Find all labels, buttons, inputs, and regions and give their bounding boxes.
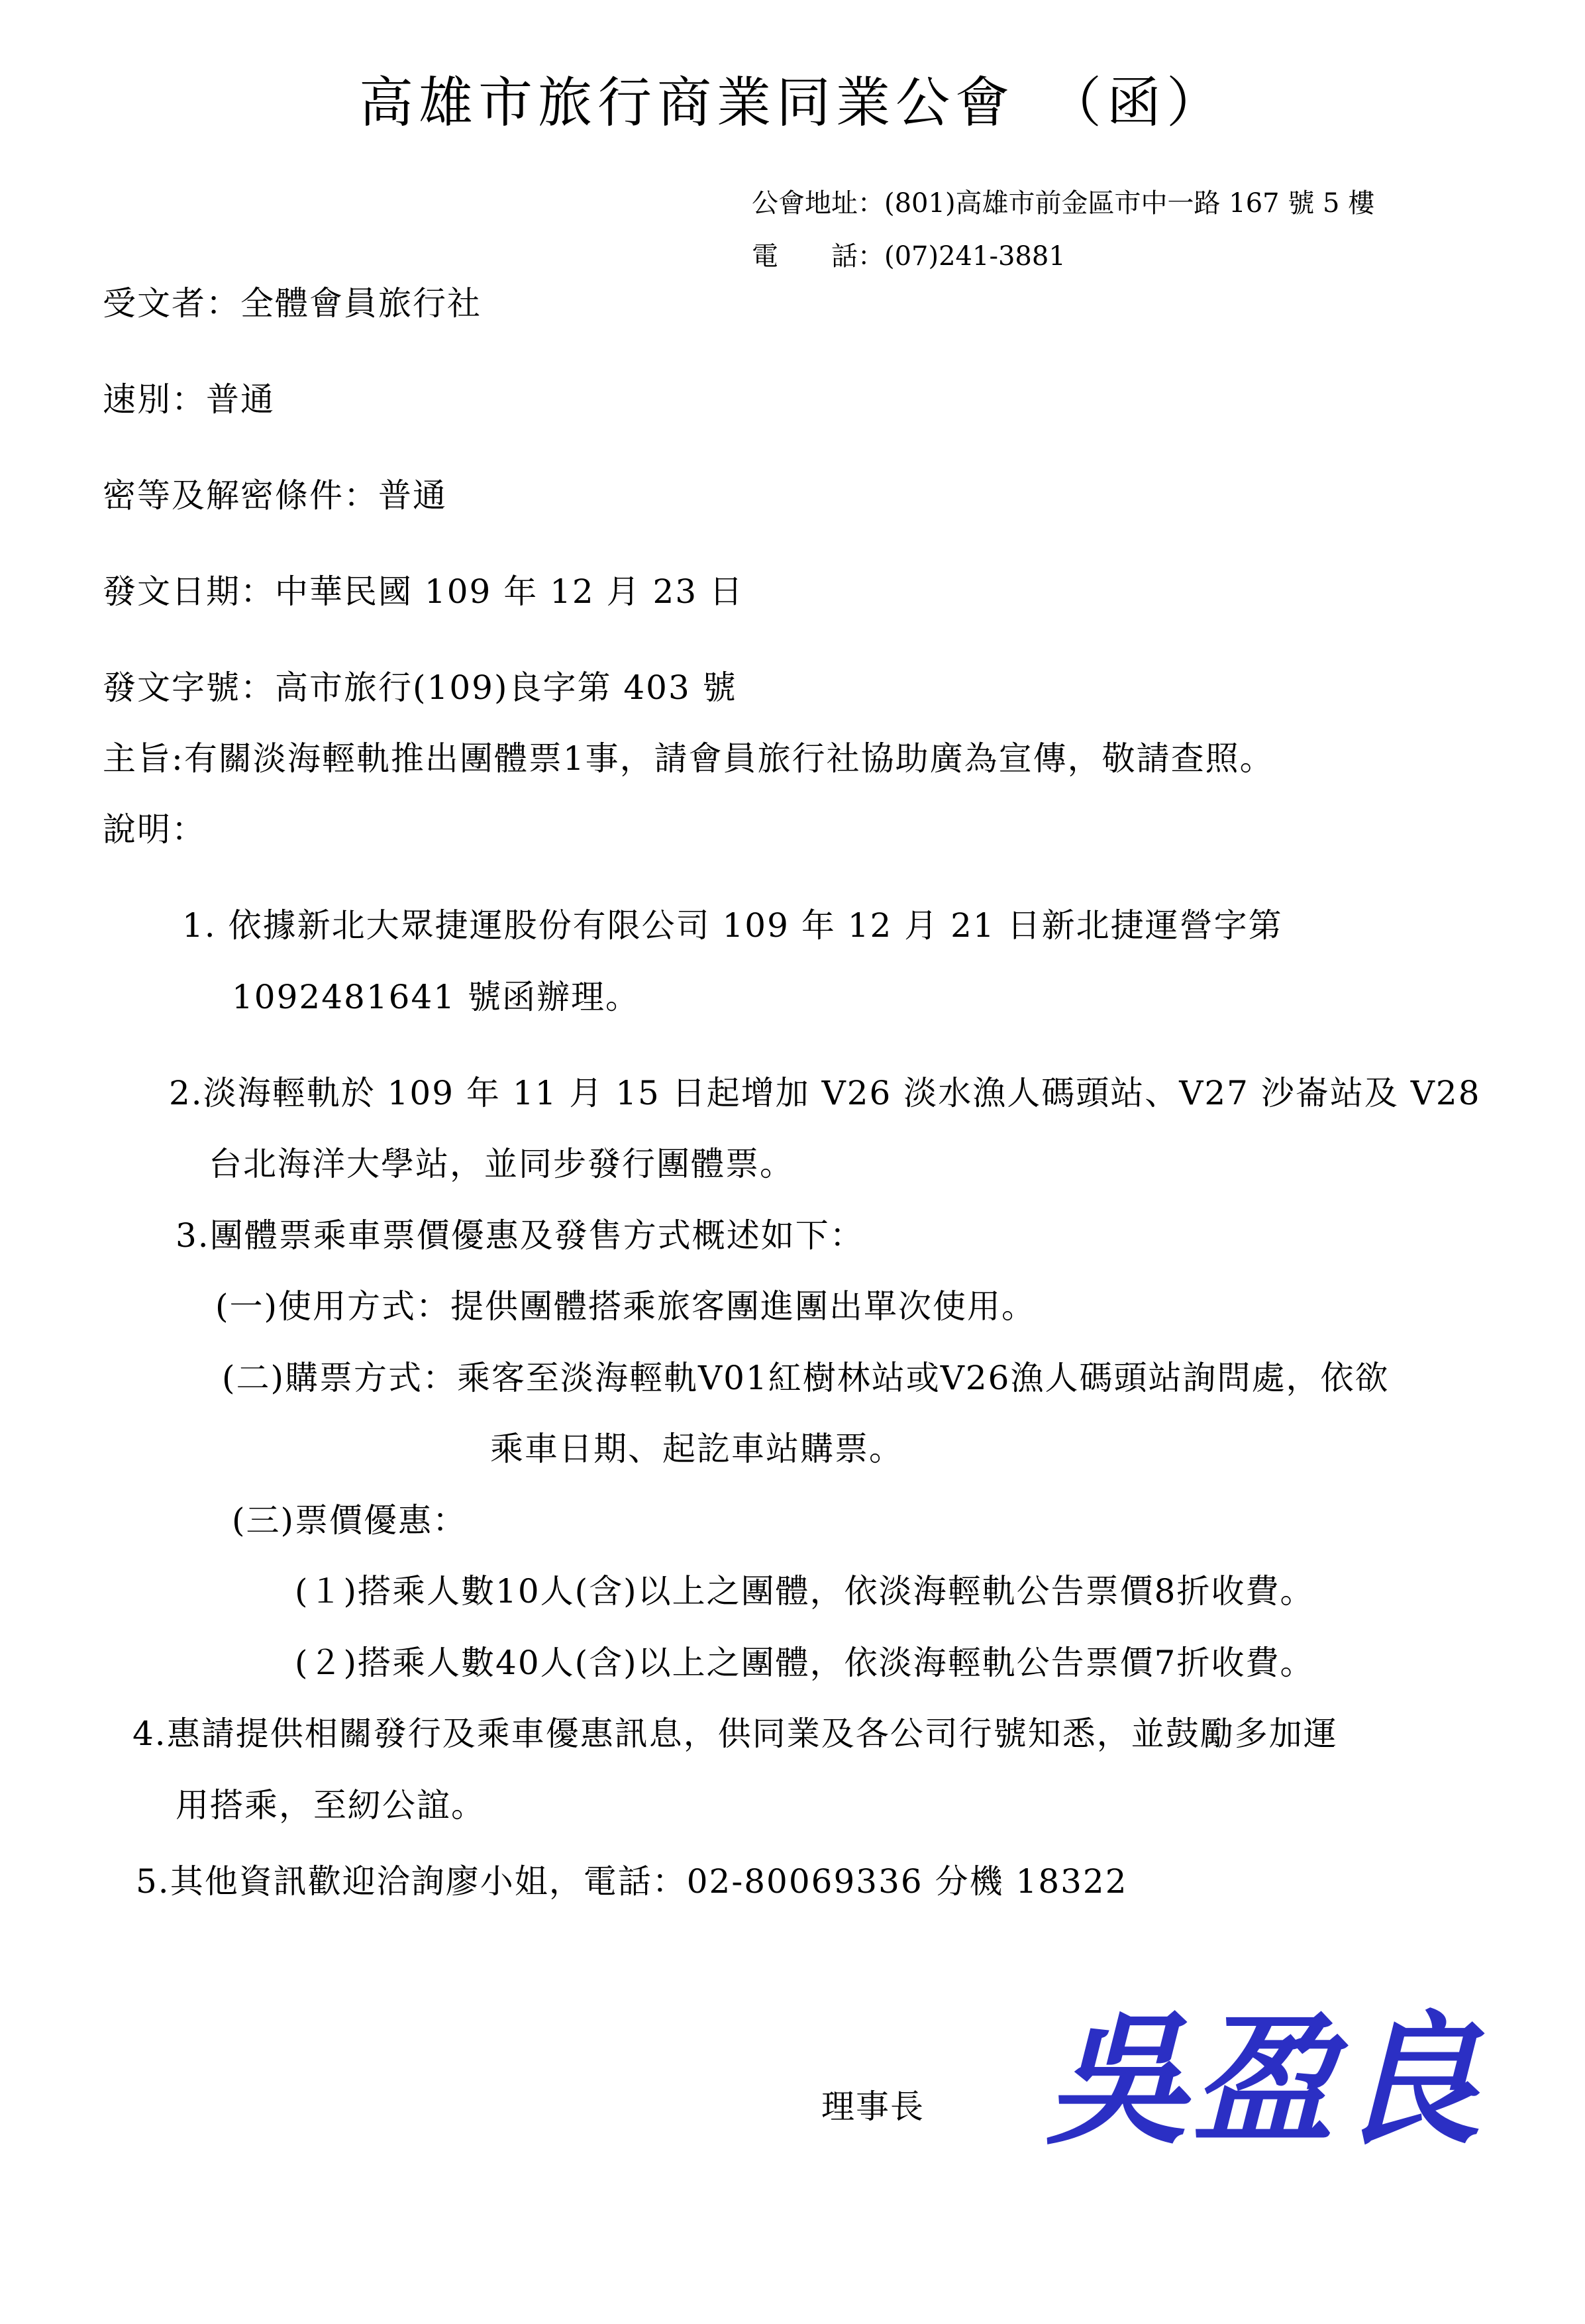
item-3-discount-1: (１)搭乘人數10人(含)以上之團體，依淡海輕軌公告票價8折收費。 xyxy=(295,1572,1315,1611)
chairman-label: 理事長 xyxy=(821,2087,925,2126)
item-3-discount-2: (２)搭乘人數40人(含)以上之團體，依淡海輕軌公告票價7折收費。 xyxy=(295,1644,1315,1682)
document-title: 高雄市旅行商業同業公會 （函） xyxy=(358,72,1226,134)
item-3: 3.團體票乘車票價優惠及發售方式概述如下： xyxy=(176,1216,864,1255)
classification-field: 密等及解密條件：普通 xyxy=(103,476,447,515)
item-4-line-1: 4.惠請提供相關發行及乘車優惠訊息，供同業及各公司行號知悉，並鼓勵多加運 xyxy=(132,1715,1338,1753)
signature-text: 吳盈良 xyxy=(1045,1996,1485,2164)
explanation-heading: 說明： xyxy=(103,810,206,849)
item-5: 5.其他資訊歡迎洽詢廖小姐，電話：02-80069336 分機 18322 xyxy=(136,1862,1128,1901)
association-phone: 電 話：(07)241-3881 xyxy=(752,241,1066,272)
association-address: 公會地址：(801)高雄市前金區市中一路 167 號 5 樓 xyxy=(752,188,1375,219)
chairman-signature xyxy=(1013,1974,1517,2173)
item-3-discount-heading: (三)票價優惠： xyxy=(232,1501,468,1540)
issue-date-field: 發文日期：中華民國 109 年 12 月 23 日 xyxy=(103,572,744,611)
item-2-line-1: 2.淡海輕軌於 109 年 11 月 15 日起增加 V26 淡水漁人碼頭站、V27 沙崙站及 V28 xyxy=(169,1074,1481,1112)
document-number-field: 發文字號：高市旅行(109)良字第 403 號 xyxy=(103,668,737,707)
item-3-purchase-line-1: (二)購票方式：乘客至淡海輕軌V01紅樹林站或V26漁人碼頭站詢問處，依欲 xyxy=(222,1359,1390,1397)
item-1-line-1: 1. 依據新北大眾捷運股份有限公司 109 年 12 月 21 日新北捷運營字第 xyxy=(182,906,1283,945)
item-3-usage: (一)使用方式：提供團體搭乘旅客團進團出單次使用。 xyxy=(215,1287,1037,1326)
item-4-line-2: 用搭乘，至紉公誼。 xyxy=(176,1786,486,1824)
recipient-field: 受文者：全體會員旅行社 xyxy=(103,284,482,323)
item-2-line-2: 台北海洋大學站，並同步發行團體票。 xyxy=(209,1145,794,1183)
priority-field: 速別：普通 xyxy=(103,380,275,419)
subject-field: 主旨:有關淡海輕軌推出團體票1事，請會員旅行社協助廣為宣傳，敬請查照。 xyxy=(103,739,1274,778)
item-1-line-2: 1092481641 號函辦理。 xyxy=(232,978,640,1016)
item-3-purchase-line-2: 乘車日期、起訖車站購票。 xyxy=(490,1430,903,1468)
